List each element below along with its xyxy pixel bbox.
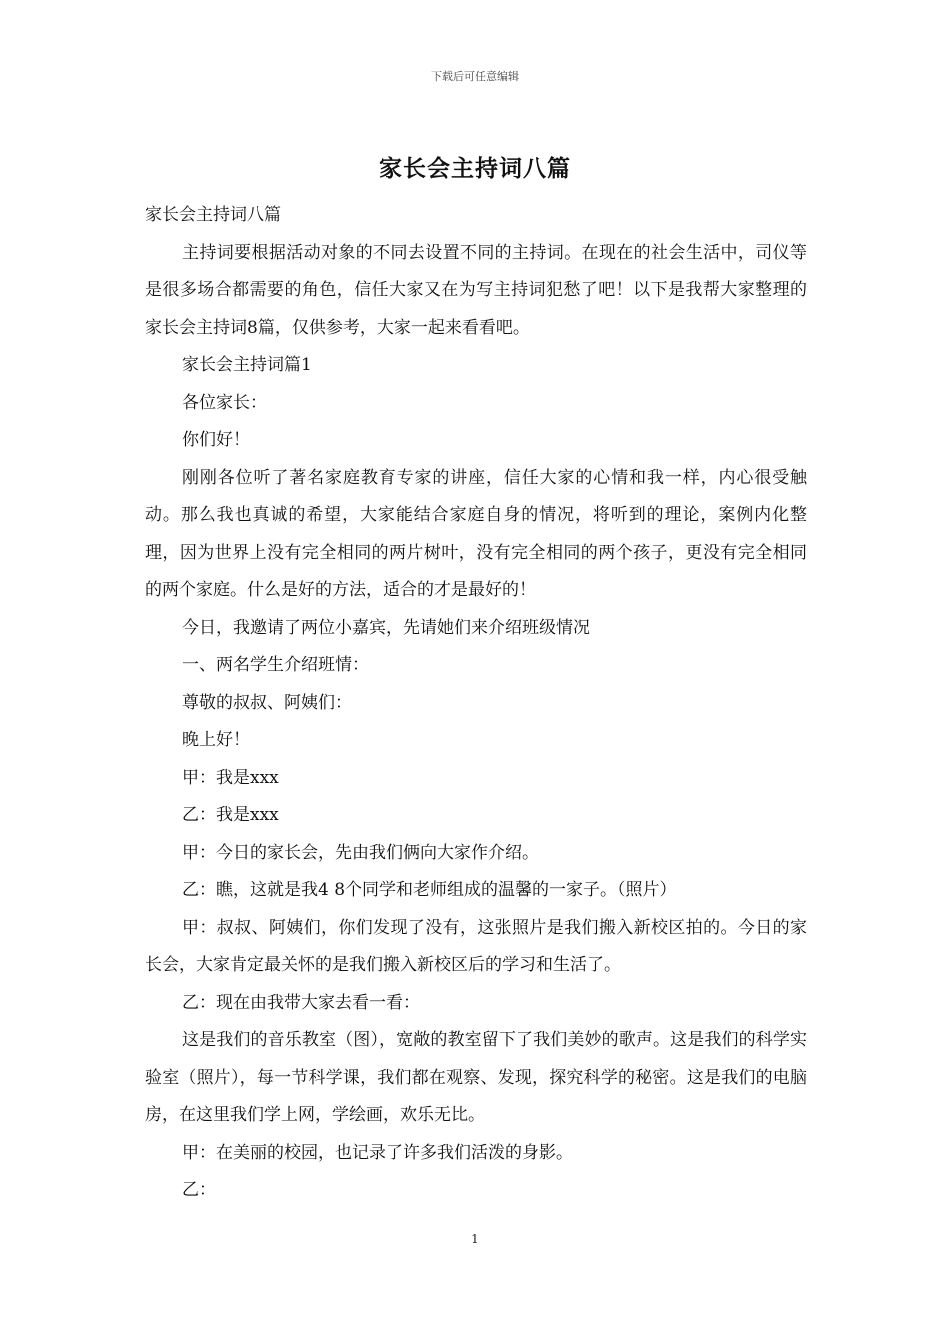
page-number: 1: [471, 1232, 479, 1246]
paragraph: 甲：叔叔、阿姨们，你们发现了没有，这张照片是我们搬入新校区拍的。今日的家长会，大家肯定最关怀的是我们搬入新校区后的学习和生活了。: [145, 917, 807, 975]
paragraph: 尊敬的叔叔、阿姨们：: [182, 692, 352, 713]
paragraph: 乙：我是xxx: [182, 805, 279, 825]
paragraph: 刚刚各位听了著名家庭教育专家的讲座，信任大家的心情和我一样，内心很受触动。那么我也真诚的希望，大家能结合家庭自身的情况，将听到的理论，案例内化整理，因为世界上没有完全相同的两片树叶，没有完全相同的两个孩子，更没有完全相同的两个家庭。什么是好的方法，适合的才是最好的！: [145, 467, 807, 600]
paragraph: 乙：现在由我带大家去看一看：: [182, 992, 420, 1013]
paragraph: 这是我们的音乐教室（图），宽敞的教室留下了我们美妙的歌声。这是我们的科学实验室（照片），每一节科学课，我们都在观察、发现，探究科学的秘密。这是我们的电脑房，在这里我们学上网，学绘画，欢乐无比。: [145, 1030, 807, 1125]
document-body: [145, 197, 807, 1210]
paragraph: 家长会主持词八篇: [145, 205, 281, 225]
paragraph: 晚上好！: [182, 730, 250, 750]
section-heading: 家长会主持词篇1: [182, 355, 312, 375]
paragraph: 一、两名学生介绍班情：: [182, 655, 369, 675]
page-header-note: 下载后可任意编辑: [431, 70, 519, 83]
paragraph: 今日，我邀请了两位小嘉宾，先请她们来介绍班级情况: [182, 617, 590, 638]
paragraph: 甲：在美丽的校园，也记录了许多我们活泼的身影。: [182, 1142, 573, 1163]
paragraph: 甲：我是xxx: [182, 767, 279, 788]
paragraph: 甲：今日的家长会，先由我们俩向大家作介绍。: [182, 842, 539, 863]
paragraph: 乙：: [182, 1180, 216, 1200]
document-title: 家长会主持词八篇: [379, 155, 571, 182]
paragraph: 乙：瞧，这就是我4 8个同学和老师组成的温馨的一家子。（照片）: [182, 880, 677, 900]
paragraph: 各位家长：: [182, 392, 267, 413]
paragraph: 你们好！: [182, 430, 250, 450]
paragraph: 主持词要根据活动对象的不同去设置不同的主持词。在现在的社会生活中，司仪等是很多场合都需要的角色，信任大家又在为写主持词犯愁了吧！以下是我帮大家整理的家长会主持词8篇，仅供参考，大家一起来看看吧。: [145, 242, 807, 338]
